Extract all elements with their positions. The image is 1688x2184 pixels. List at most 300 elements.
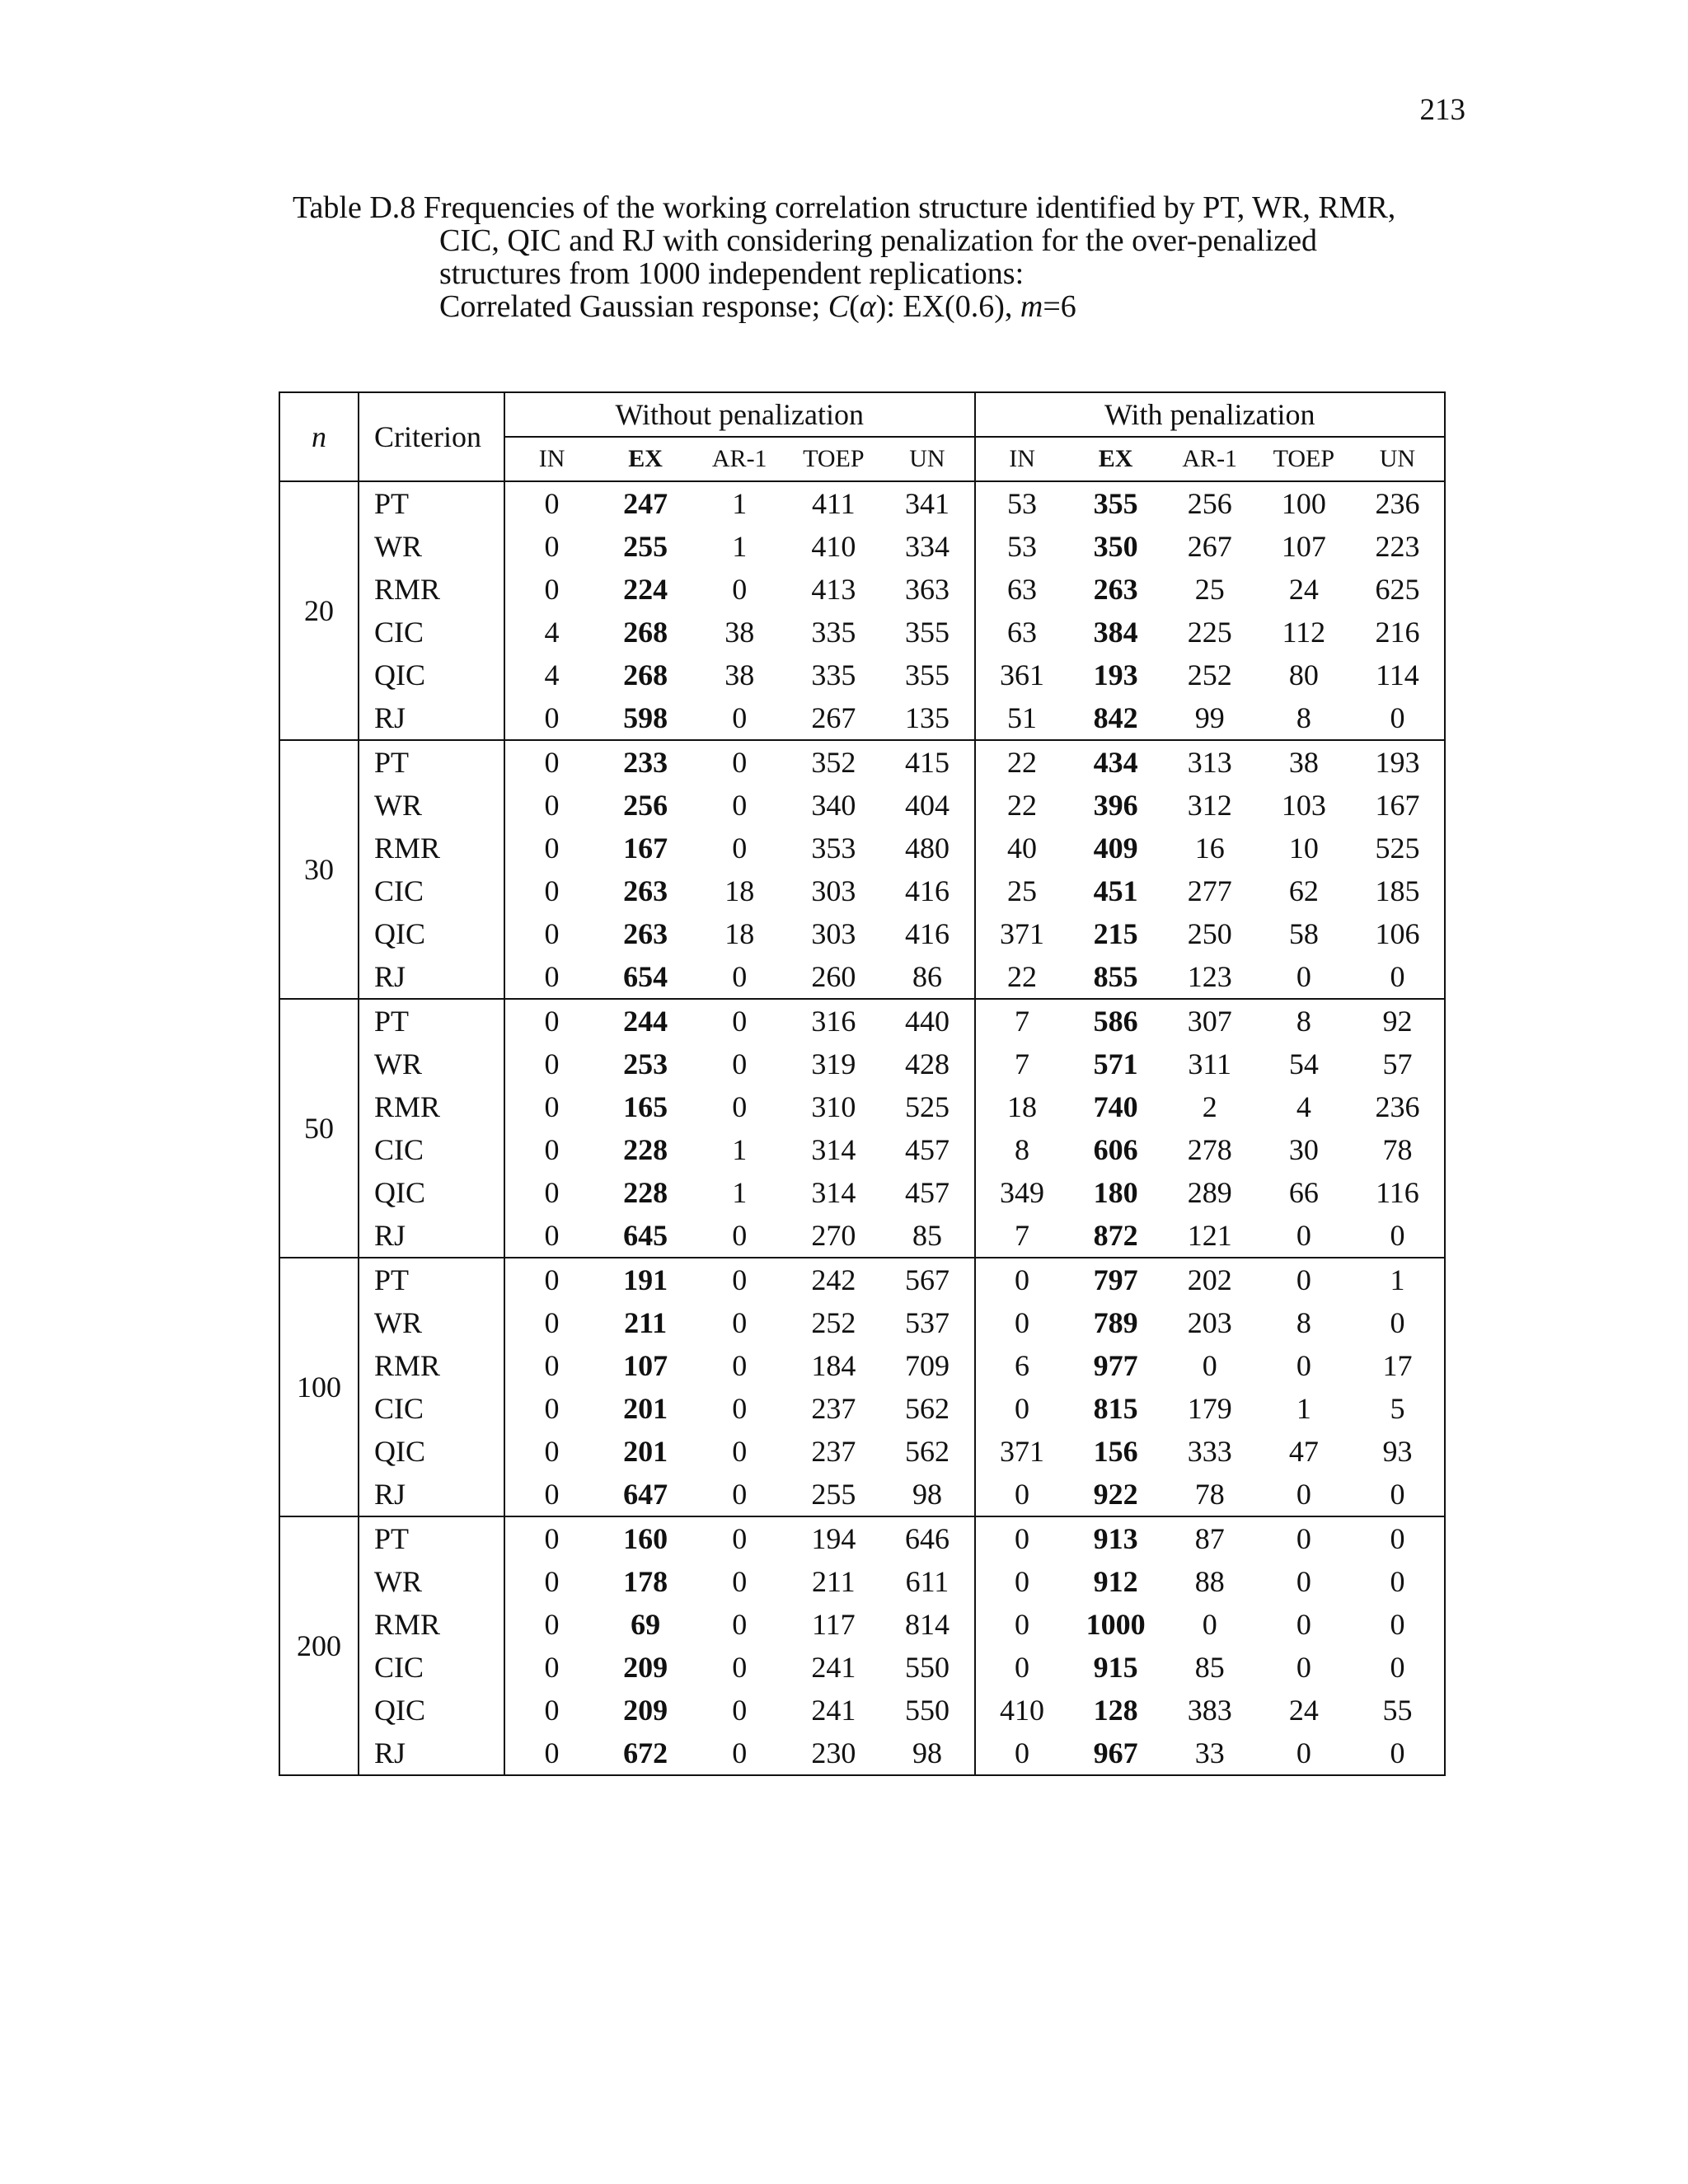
- frequency-cell: 237: [811, 1435, 856, 1468]
- frequency-cell: 312: [1187, 789, 1232, 822]
- criterion-cell: WR: [359, 1043, 504, 1085]
- frequency-cell: 0: [732, 1306, 748, 1339]
- frequency-cell: 355: [904, 658, 950, 691]
- frequency-cell: 355: [904, 616, 950, 649]
- frequency-cell: 0: [975, 1646, 1069, 1689]
- criterion-cell: RMR: [359, 1344, 504, 1387]
- table-row: [279, 1689, 1445, 1732]
- frequency-cell: 550: [904, 1694, 950, 1727]
- frequency-cell: 7: [975, 1214, 1069, 1258]
- frequency-cell: 646: [904, 1522, 950, 1555]
- frequency-cell: 598: [598, 696, 692, 740]
- frequency-cell: 307: [1187, 1005, 1232, 1038]
- frequency-cell: 0: [1351, 1214, 1445, 1258]
- frequency-cell: 268: [623, 616, 668, 649]
- frequency-cell: 0: [732, 1349, 748, 1382]
- frequency-cell: 913: [1093, 1522, 1138, 1555]
- table-row: [279, 1560, 1445, 1603]
- frequency-cell: 303: [811, 874, 856, 907]
- frequency-cell: 202: [1187, 1263, 1232, 1296]
- frequency-cell: 203: [1187, 1306, 1232, 1339]
- table-row: [279, 1085, 1445, 1128]
- frequency-cell: 416: [904, 874, 950, 907]
- frequency-cell: 250: [1187, 917, 1232, 950]
- table-row: [279, 827, 1445, 869]
- frequency-cell: 0: [1351, 1516, 1445, 1560]
- frequency-cell: 0: [1351, 1603, 1445, 1646]
- frequency-cell: 0: [1351, 1732, 1445, 1775]
- frequency-cell: 334: [904, 530, 950, 563]
- frequency-cell: 0: [1351, 1301, 1445, 1344]
- frequency-cell: 0: [504, 1258, 598, 1301]
- frequency-cell: 0: [504, 1473, 598, 1516]
- table-row: [279, 1344, 1445, 1387]
- frequency-cell: 38: [1288, 746, 1319, 779]
- frequency-cell: 316: [811, 1005, 856, 1038]
- criterion-cell: QIC: [359, 1430, 504, 1473]
- table-row: [279, 1387, 1445, 1430]
- caption-alpha-symbol: α: [859, 289, 876, 324]
- caption-m-symbol: m: [1020, 289, 1043, 324]
- frequency-cell: 38: [724, 658, 755, 691]
- frequency-cell: 0: [1202, 1608, 1217, 1641]
- frequency-cell: 128: [1093, 1694, 1138, 1727]
- table-row: [279, 869, 1445, 912]
- table-row: [279, 912, 1445, 955]
- caption-line-3: structures from 1000 independent replications:: [439, 256, 1025, 291]
- frequency-cell: 0: [504, 827, 598, 869]
- criterion-cell: WR: [359, 1301, 504, 1344]
- frequency-cell: 0: [1351, 1473, 1445, 1516]
- frequency-cell: 0: [732, 789, 748, 822]
- frequency-cell: 434: [1093, 746, 1138, 779]
- table-row: [279, 1214, 1445, 1258]
- frequency-cell: 335: [811, 616, 856, 649]
- frequency-cell: 106: [1351, 912, 1445, 955]
- frequency-cell: 350: [1093, 530, 1138, 563]
- frequency-cell: 167: [623, 832, 668, 865]
- criterion-cell: RJ: [359, 955, 504, 999]
- frequency-cell: 0: [504, 1732, 598, 1775]
- frequency-cell: 0: [732, 1694, 748, 1727]
- table-row: [279, 1258, 1445, 1301]
- frequency-cell: 201: [623, 1392, 668, 1425]
- frequency-cell: 22: [975, 784, 1069, 827]
- frequency-cell: 303: [811, 917, 856, 950]
- frequency-cell: 252: [811, 1306, 856, 1339]
- frequency-cell: 537: [904, 1306, 950, 1339]
- frequency-cell: 78: [1163, 1473, 1257, 1516]
- frequency-cell: 0: [504, 1344, 598, 1387]
- frequency-cell: 611: [905, 1565, 950, 1598]
- frequency-cell: 457: [904, 1133, 950, 1166]
- frequency-cell: 289: [1187, 1176, 1232, 1209]
- frequency-cell: 228: [623, 1133, 668, 1166]
- frequency-cell: 814: [904, 1608, 950, 1641]
- criterion-cell: CIC: [359, 869, 504, 912]
- table-row: [279, 1473, 1445, 1516]
- frequency-cell: 167: [1351, 784, 1445, 827]
- frequency-cell: 209: [623, 1651, 668, 1684]
- frequency-cell: 0: [504, 1430, 598, 1473]
- frequency-cell: 0: [1202, 1349, 1217, 1382]
- frequency-cell: 0: [504, 1171, 598, 1214]
- frequency-cell: 314: [811, 1133, 856, 1166]
- criterion-cell: RMR: [359, 1603, 504, 1646]
- frequency-cell: 0: [975, 1603, 1069, 1646]
- criterion-cell: RMR: [359, 1085, 504, 1128]
- frequency-cell: 178: [623, 1565, 668, 1598]
- frequency-cell: 92: [1351, 999, 1445, 1043]
- frequency-cell: 0: [504, 1043, 598, 1085]
- frequency-cell: 0: [732, 1651, 748, 1684]
- sample-size-cell: 20: [279, 481, 359, 740]
- frequency-cell: 135: [880, 696, 974, 740]
- frequency-cell: 0: [1296, 1651, 1311, 1684]
- frequency-cell: 0: [732, 1090, 748, 1123]
- n-block: [279, 481, 1445, 740]
- frequency-cell: 872: [1069, 1214, 1163, 1258]
- frequency-cell: 0: [732, 1047, 748, 1080]
- frequency-cell: 209: [623, 1694, 668, 1727]
- frequency-cell: 215: [1093, 917, 1138, 950]
- criterion-cell: WR: [359, 1560, 504, 1603]
- frequency-cell: 2: [1202, 1090, 1217, 1123]
- frequency-cell: 121: [1163, 1214, 1257, 1258]
- frequency-cell: 0: [1257, 1732, 1351, 1775]
- frequency-cell: 66: [1288, 1176, 1319, 1209]
- frequency-cell: 98: [880, 1473, 974, 1516]
- criterion-cell: RJ: [359, 1732, 504, 1775]
- frequency-cell: 107: [1281, 530, 1326, 563]
- table-row: [279, 1128, 1445, 1171]
- frequency-cell: 0: [504, 481, 598, 525]
- table-row: [279, 1732, 1445, 1775]
- table-row: [279, 696, 1445, 740]
- frequency-cell: 24: [1288, 1694, 1319, 1727]
- caption-line-1: Table D.8 Frequencies of the working correlation structure identified by PT, WR, RMR,: [293, 190, 1396, 225]
- frequency-cell: 0: [504, 568, 598, 611]
- frequency-cell: 0: [504, 1301, 598, 1344]
- frequency-cell: 93: [1351, 1430, 1445, 1473]
- frequency-cell: 550: [904, 1651, 950, 1684]
- n-block: [279, 999, 1445, 1258]
- subheader-toep: TOEP: [786, 437, 880, 481]
- frequency-cell: 38: [724, 616, 755, 649]
- frequency-cell: 191: [623, 1263, 668, 1296]
- subheader-ar1: AR-1: [1163, 437, 1257, 481]
- frequency-cell: 0: [504, 1214, 598, 1258]
- frequency-cell: 230: [786, 1732, 880, 1775]
- frequency-cell: 1: [732, 487, 748, 520]
- frequency-cell: 247: [623, 487, 668, 520]
- n-block: [279, 1516, 1445, 1775]
- frequency-cell: 156: [1093, 1435, 1138, 1468]
- frequency-cell: 6: [975, 1344, 1069, 1387]
- group-header-with-penalization: With penalization: [975, 392, 1446, 437]
- frequency-cell: 179: [1187, 1392, 1232, 1425]
- frequency-cell: 18: [724, 917, 755, 950]
- group-header-without-penalization: Without penalization: [504, 392, 975, 437]
- frequency-cell: 451: [1093, 874, 1138, 907]
- table-row: [279, 1646, 1445, 1689]
- frequency-cell: 314: [811, 1176, 856, 1209]
- frequency-cell: 349: [975, 1171, 1069, 1214]
- frequency-cell: 57: [1351, 1043, 1445, 1085]
- caption-structure: ): EX(0.6),: [875, 289, 1020, 324]
- frequency-cell: 311: [1188, 1047, 1232, 1080]
- frequency-cell: 211: [624, 1306, 668, 1339]
- frequency-cell: 416: [904, 917, 950, 950]
- table-row: [279, 654, 1445, 696]
- sample-size-cell: 100: [279, 1258, 359, 1516]
- frequency-cell: 33: [1163, 1732, 1257, 1775]
- frequency-cell: 47: [1288, 1435, 1319, 1468]
- frequency-cell: 4: [504, 654, 598, 696]
- frequency-cell: 22: [975, 740, 1069, 784]
- frequency-cell: 180: [1093, 1176, 1138, 1209]
- frequency-cell: 112: [1282, 616, 1326, 649]
- frequency-cell: 233: [623, 746, 668, 779]
- frequency-cell: 194: [811, 1522, 856, 1555]
- frequency-cell: 17: [1351, 1344, 1445, 1387]
- frequency-cell: 571: [1093, 1047, 1138, 1080]
- criterion-cell: QIC: [359, 912, 504, 955]
- frequency-cell: 1: [1351, 1258, 1445, 1301]
- frequency-cell: 88: [1194, 1565, 1225, 1598]
- frequency-cell: 263: [623, 874, 668, 907]
- criterion-cell: RJ: [359, 1473, 504, 1516]
- criterion-cell: PT: [359, 481, 504, 525]
- frequency-cell: 740: [1093, 1090, 1138, 1123]
- n-block: [279, 740, 1445, 999]
- frequency-cell: 0: [504, 869, 598, 912]
- caption-line-2: CIC, QIC and RJ with considering penalization for the over-penalized: [439, 223, 1318, 258]
- frequency-cell: 53: [975, 525, 1069, 568]
- table-row: [279, 1516, 1445, 1560]
- frequency-cell: 62: [1288, 874, 1319, 907]
- criterion-cell: PT: [359, 1516, 504, 1560]
- frequency-cell: 0: [504, 1128, 598, 1171]
- frequency-cell: 69: [631, 1608, 661, 1641]
- frequency-cell: 0: [1351, 955, 1445, 999]
- frequency-cell: 1: [732, 1176, 748, 1209]
- frequency-cell: 114: [1351, 654, 1445, 696]
- subheader-un: UN: [880, 437, 974, 481]
- frequency-cell: 0: [975, 1560, 1069, 1603]
- frequency-cell: 80: [1288, 658, 1319, 691]
- frequency-cell: 256: [623, 789, 668, 822]
- frequency-cell: 0: [1351, 1560, 1445, 1603]
- frequency-cell: 340: [811, 789, 856, 822]
- frequency-cell: 0: [504, 1516, 598, 1560]
- sample-size-cell: 30: [279, 740, 359, 999]
- frequency-cell: 54: [1288, 1047, 1319, 1080]
- frequency-cell: 268: [623, 658, 668, 691]
- frequency-cell: 709: [904, 1349, 950, 1382]
- frequency-cell: 525: [1351, 827, 1445, 869]
- frequency-cell: 63: [975, 568, 1069, 611]
- frequency-cell: 242: [811, 1263, 856, 1296]
- frequency-cell: 40: [975, 827, 1069, 869]
- frequency-cell: 100: [1281, 487, 1326, 520]
- frequency-cell: 18: [975, 1085, 1069, 1128]
- frequency-cell: 0: [692, 1732, 786, 1775]
- frequency-cell: 0: [504, 1387, 598, 1430]
- frequency-cell: 586: [1093, 1005, 1138, 1038]
- frequency-cell: 967: [1069, 1732, 1163, 1775]
- frequency-cell: 0: [1257, 955, 1351, 999]
- frequency-cell: 789: [1093, 1306, 1138, 1339]
- frequency-cell: 915: [1093, 1651, 1138, 1684]
- criterion-cell: WR: [359, 784, 504, 827]
- frequency-cell: 654: [598, 955, 692, 999]
- frequency-cell: 277: [1187, 874, 1232, 907]
- frequency-cell: 30: [1288, 1133, 1319, 1166]
- frequency-cell: 223: [1351, 525, 1445, 568]
- frequency-cell: 352: [811, 746, 856, 779]
- frequency-cell: 313: [1187, 746, 1232, 779]
- criterion-column-header: Criterion: [359, 392, 504, 481]
- frequency-cell: 0: [1296, 1349, 1311, 1382]
- frequency-cell: 85: [1194, 1651, 1225, 1684]
- frequency-cell: 0: [732, 1263, 748, 1296]
- frequency-cell: 411: [811, 487, 856, 520]
- frequency-cell: 371: [975, 1430, 1069, 1473]
- frequency-cell: 0: [692, 1473, 786, 1516]
- frequency-cell: 922: [1069, 1473, 1163, 1516]
- frequency-cell: 216: [1351, 611, 1445, 654]
- frequency-cell: 0: [732, 1565, 748, 1598]
- frequency-cell: 99: [1163, 696, 1257, 740]
- frequency-cell: 0: [504, 1689, 598, 1732]
- frequency-cell: 0: [1296, 1263, 1311, 1296]
- criterion-cell: CIC: [359, 611, 504, 654]
- criterion-cell: RJ: [359, 696, 504, 740]
- frequency-cell: 58: [1288, 917, 1319, 950]
- criterion-cell: QIC: [359, 654, 504, 696]
- frequency-cell: 404: [904, 789, 950, 822]
- frequency-cell: 236: [1351, 481, 1445, 525]
- n-block: [279, 1258, 1445, 1516]
- frequency-cell: 0: [732, 1608, 748, 1641]
- table-row: [279, 568, 1445, 611]
- frequency-cell: 335: [811, 658, 856, 691]
- frequency-cell: 672: [598, 1732, 692, 1775]
- frequency-cell: 4: [1296, 1090, 1311, 1123]
- frequency-cell: 606: [1093, 1133, 1138, 1166]
- criterion-cell: PT: [359, 740, 504, 784]
- criterion-cell: CIC: [359, 1646, 504, 1689]
- frequency-cell: 211: [811, 1565, 856, 1598]
- frequency-cell: 10: [1288, 832, 1319, 865]
- frequency-cell: 0: [1351, 1646, 1445, 1689]
- table-row: [279, 1171, 1445, 1214]
- frequency-cell: 98: [880, 1732, 974, 1775]
- table-row: [279, 1603, 1445, 1646]
- caption-line-4: [293, 290, 1488, 323]
- frequency-cell: 160: [623, 1522, 668, 1555]
- frequency-cell: 7: [975, 999, 1069, 1043]
- frequency-cell: 263: [623, 917, 668, 950]
- frequency-cell: 0: [732, 746, 748, 779]
- frequency-cell: 117: [811, 1608, 856, 1641]
- frequency-cell: 63: [975, 611, 1069, 654]
- frequency-cell: 645: [598, 1214, 692, 1258]
- frequency-cell: 8: [1296, 1005, 1311, 1038]
- frequency-cell: 16: [1194, 832, 1225, 865]
- frequency-cell: 341: [904, 487, 950, 520]
- frequency-cell: 53: [975, 481, 1069, 525]
- frequency-cell: 255: [786, 1473, 880, 1516]
- frequency-cell: 647: [598, 1473, 692, 1516]
- table-row: [279, 1430, 1445, 1473]
- table-row: [279, 525, 1445, 568]
- frequency-cell: 0: [504, 1603, 598, 1646]
- criterion-cell: RMR: [359, 827, 504, 869]
- frequency-cell: 0: [1296, 1608, 1311, 1641]
- frequency-cell: 51: [975, 696, 1069, 740]
- frequency-cell: 0: [975, 1732, 1069, 1775]
- frequency-cell: 0: [504, 1085, 598, 1128]
- frequency-cell: 278: [1187, 1133, 1232, 1166]
- frequency-cell: 165: [623, 1090, 668, 1123]
- frequency-cell: 0: [975, 1258, 1069, 1301]
- frequency-cell: 355: [1093, 487, 1138, 520]
- sample-size-cell: 50: [279, 999, 359, 1258]
- n-column-header: n: [279, 392, 359, 481]
- subheader-ar1: AR-1: [692, 437, 786, 481]
- frequency-cell: 103: [1281, 789, 1326, 822]
- criterion-cell: RMR: [359, 568, 504, 611]
- frequency-cell: 228: [623, 1176, 668, 1209]
- frequency-cell: 252: [1187, 658, 1232, 691]
- frequency-cell: 0: [504, 740, 598, 784]
- frequency-cell: 193: [1093, 658, 1138, 691]
- frequency-cell: 244: [623, 1005, 668, 1038]
- frequency-cell: 123: [1163, 955, 1257, 999]
- frequency-cell: 260: [786, 955, 880, 999]
- table-row: [279, 955, 1445, 999]
- frequency-cell: 24: [1288, 573, 1319, 606]
- frequency-cell: 0: [504, 1646, 598, 1689]
- frequency-cell: 0: [692, 955, 786, 999]
- frequency-cell: 25: [1194, 573, 1225, 606]
- frequency-cell: 0: [975, 1387, 1069, 1430]
- frequency-cell: 567: [904, 1263, 950, 1296]
- frequency-cell: 0: [732, 1005, 748, 1038]
- frequency-cell: 86: [880, 955, 974, 999]
- frequency-cell: 185: [1351, 869, 1445, 912]
- frequency-cell: 224: [623, 573, 668, 606]
- frequency-cell: 0: [504, 696, 598, 740]
- frequency-cell: 237: [811, 1392, 856, 1425]
- frequency-cell: 0: [504, 525, 598, 568]
- frequency-cell: 384: [1093, 616, 1138, 649]
- frequency-cell: 396: [1093, 789, 1138, 822]
- frequency-cell: 977: [1093, 1349, 1138, 1382]
- frequency-cell: 1: [732, 1133, 748, 1166]
- frequency-cell: 409: [1093, 832, 1138, 865]
- frequency-cell: 55: [1351, 1689, 1445, 1732]
- frequency-cell: 310: [811, 1090, 856, 1123]
- caption-m-value: =6: [1043, 289, 1076, 324]
- frequency-cell: 5: [1351, 1387, 1445, 1430]
- frequency-cell: 0: [975, 1473, 1069, 1516]
- criterion-cell: WR: [359, 525, 504, 568]
- frequency-cell: 842: [1069, 696, 1163, 740]
- table-row: [279, 1043, 1445, 1085]
